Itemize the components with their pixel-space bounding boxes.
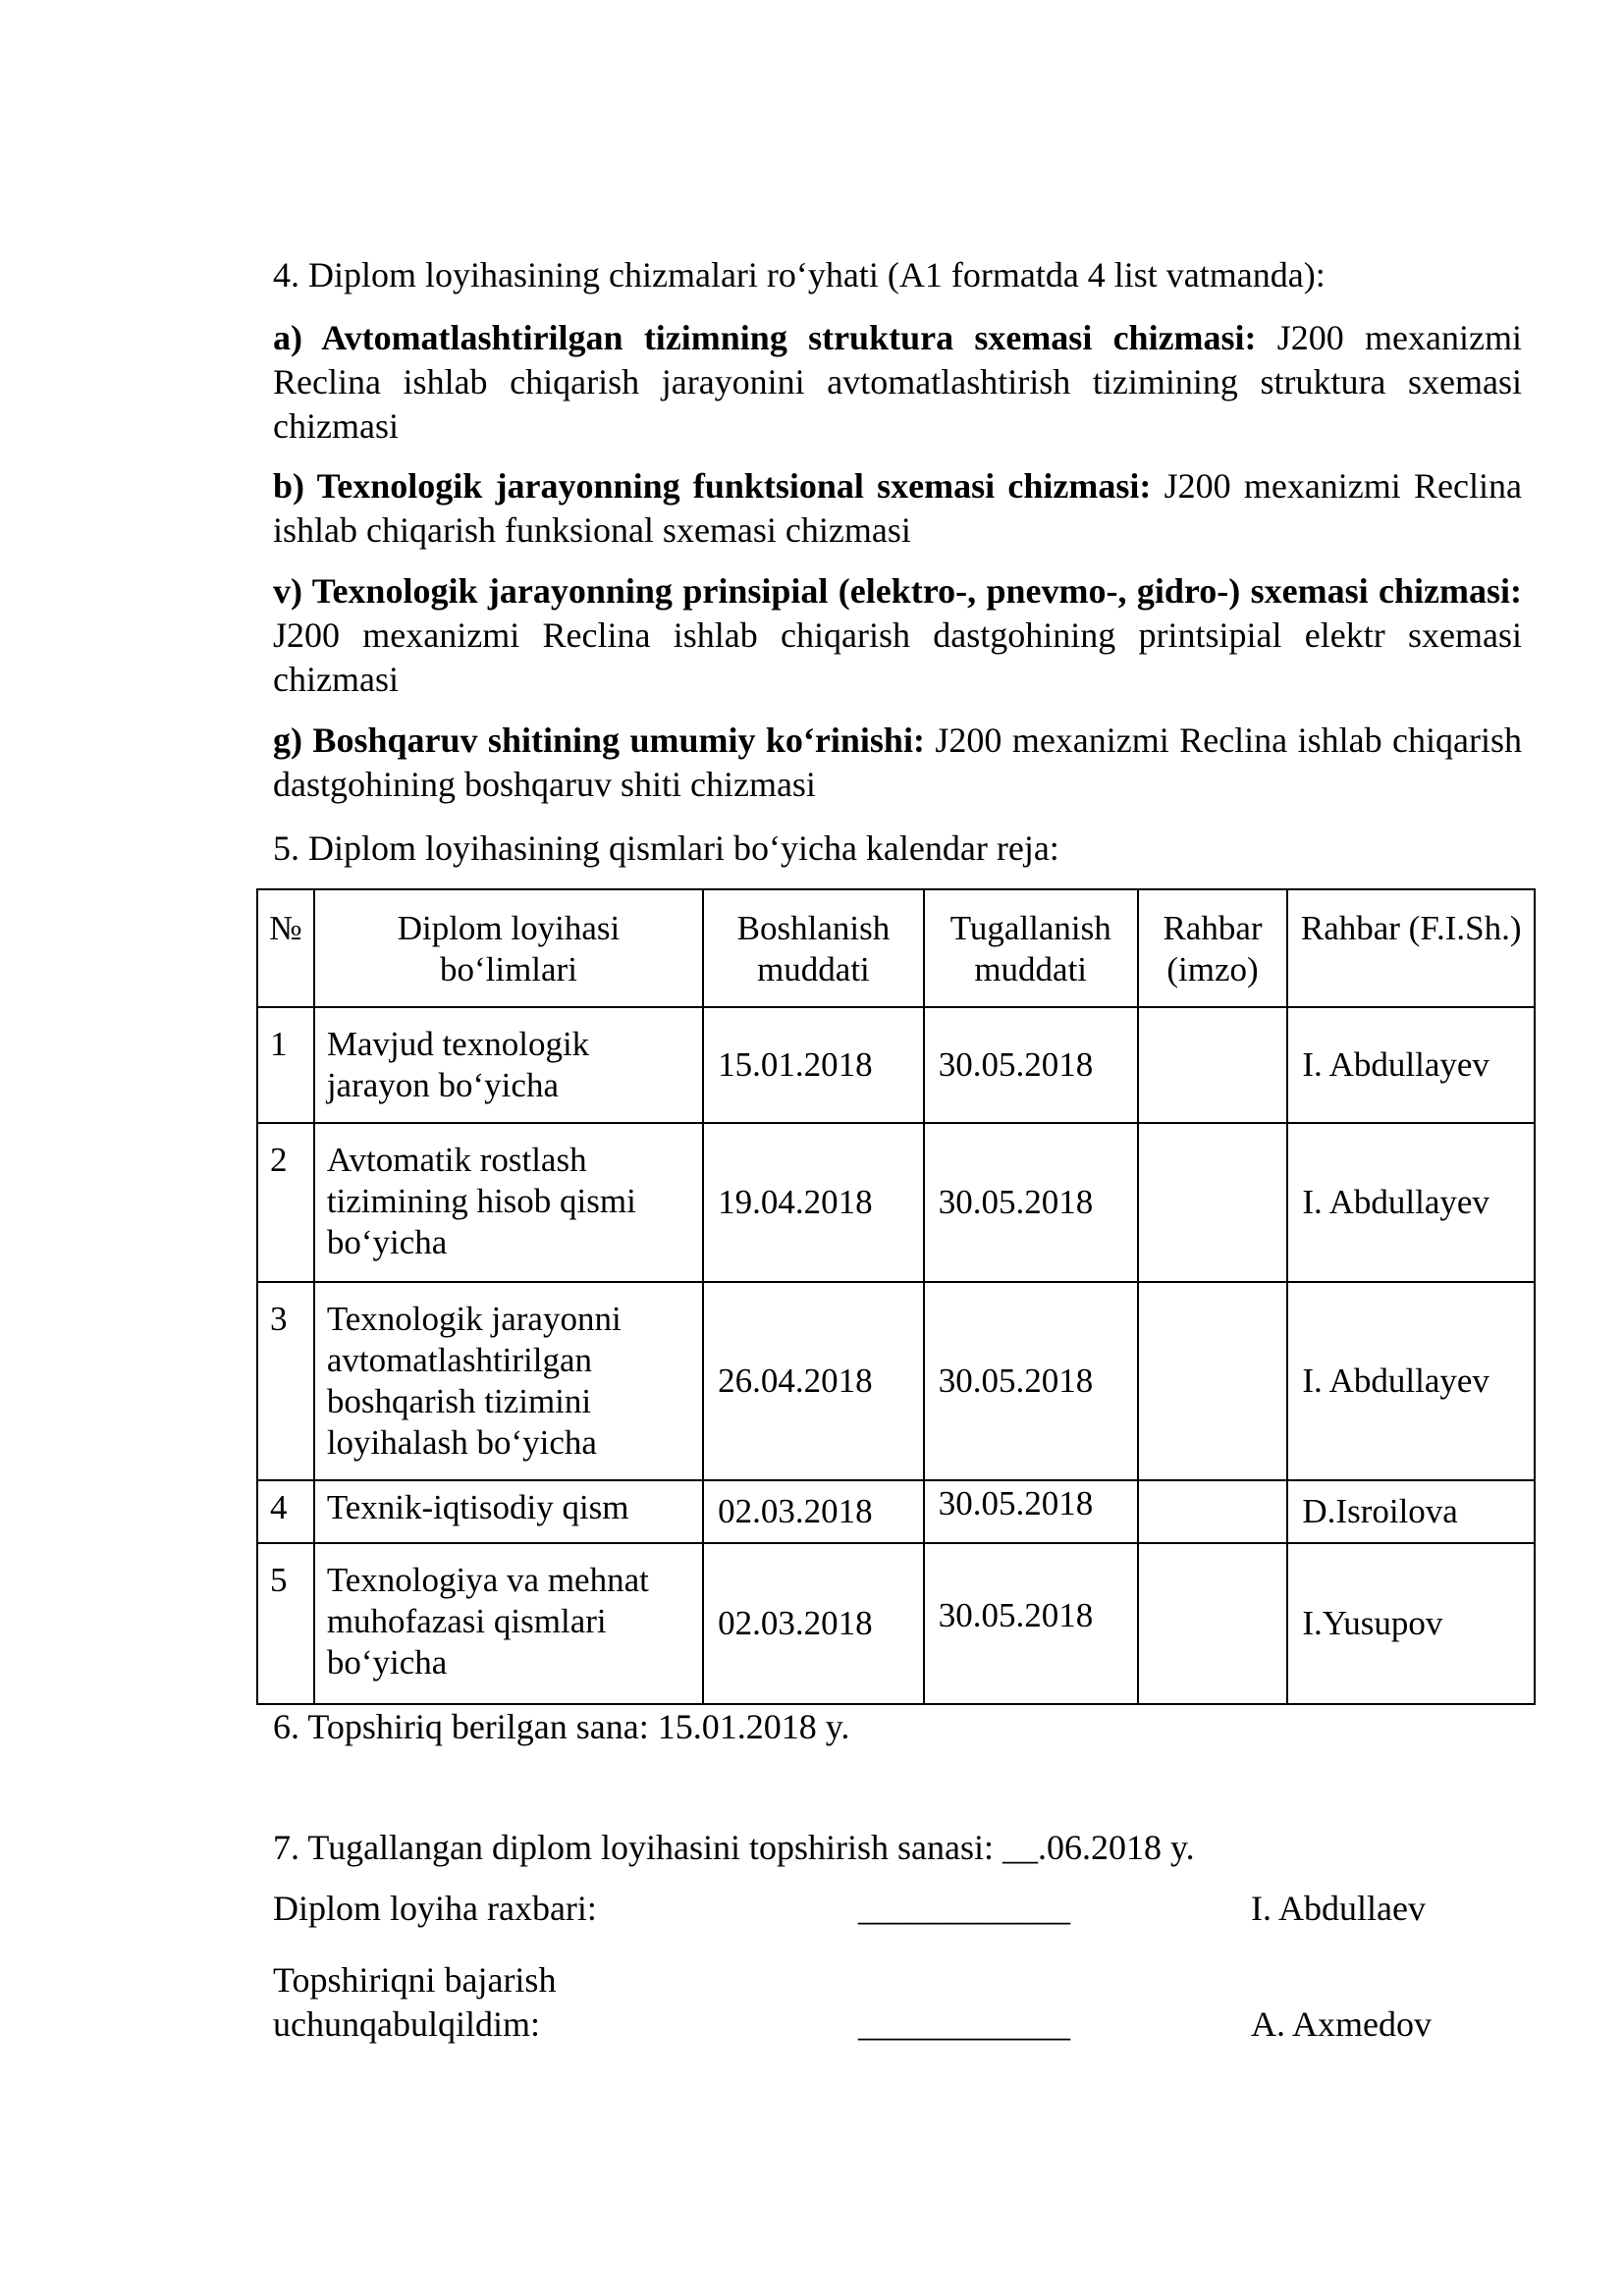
drawing-item-v-text: J200 mexanizmi Reclina ishlab chiqarish dastgohining printsipial elektr sxemasi chizmasi [273, 615, 1522, 699]
row-section: Texnologik jarayonni avtomatlashtirilgan boshqarish tizimini loyihalash bo‘yicha [314, 1282, 703, 1480]
row-number: 5 [257, 1543, 314, 1704]
row-section: Avtomatik rostlash tizimining hisob qismi bo‘yicha [314, 1123, 703, 1282]
row-start: 15.01.2018 [703, 1007, 924, 1123]
signature-name: A. Axmedov [1251, 2004, 1432, 2044]
signature-row-supervisor [273, 1887, 1522, 1931]
signature-label: Diplom loyiha raxbari: [273, 1889, 597, 1928]
drawings-heading: 4. Diplom loyihasining chizmalari ro‘yhati (A1 formatda 4 list vatmanda): [273, 255, 1326, 294]
signature-name: I. Abdullaev [1251, 1889, 1426, 1928]
signature-line: ____________ [858, 2004, 1070, 2044]
row-start: 02.03.2018 [703, 1543, 924, 1704]
row-supervisor: I. Abdullayev [1287, 1282, 1535, 1480]
row-start: 26.04.2018 [703, 1282, 924, 1480]
submission-date: 7. Tugallangan diplom loyihasini topshirish sanasi: __.06.2018 y. [273, 1828, 1195, 1867]
table-header-row [257, 889, 1535, 1007]
row-number: 1 [257, 1007, 314, 1123]
signature-label-line1: Topshiriqni bajarish [273, 1960, 557, 2000]
drawing-item-b-title: b) Texnologik jarayonning funktsional sxemasi chizmasi: [273, 466, 1152, 506]
row-signature [1138, 1480, 1288, 1543]
row-signature [1138, 1123, 1288, 1282]
table-row [257, 1007, 1535, 1123]
header-start: Boshlanish muddati [703, 889, 924, 1007]
table-row [257, 1282, 1535, 1480]
row-section: Mavjud texnologik jarayon bo‘yicha [314, 1007, 703, 1123]
drawing-item-g [273, 719, 1522, 807]
row-end-value: 30.05.2018 [938, 1596, 1094, 1634]
row-supervisor: I. Abdullayev [1287, 1007, 1535, 1123]
drawing-item-a-title: a) Avtomatlashtirilgan tizimning struktura sxemasi chizmasi: [273, 318, 1257, 357]
row-number: 4 [257, 1480, 314, 1543]
drawing-item-g-text: J200 mexanizmi Reclina ishlab chiqarish dastgohining boshqaruv shiti chizmasi [273, 721, 1522, 804]
drawing-item-v-title: v) Texnologik jarayonning prinsipial (elektro-, pnevmo-, gidro-) sxemasi chizmasi: [273, 571, 1522, 611]
row-end: 30.05.2018 [924, 1007, 1138, 1123]
drawing-item-b [273, 464, 1522, 553]
header-signature: Rahbar (imzo) [1138, 889, 1288, 1007]
drawing-item-b-text: J200 mexanizmi Reclina ishlab chiqarish funksional sxemasi chizmasi [273, 466, 1522, 550]
signature-label-line2: uchunqabulqildim: [273, 2004, 540, 2044]
drawing-item-v [273, 569, 1522, 702]
header-end: Tugallanish muddati [924, 889, 1138, 1007]
row-supervisor: I.Yusupov [1287, 1543, 1535, 1704]
row-end: 30.05.2018 [924, 1282, 1138, 1480]
row-section: Texnologiya va mehnat muhofazasi qismlari bo‘yicha [314, 1543, 703, 1704]
header-section: Diplom loyihasi bo‘limlari [314, 889, 703, 1007]
row-supervisor: D.Isroilova [1287, 1480, 1535, 1543]
signature-row-student [273, 1958, 1522, 2047]
issued-date: 6. Topshiriq berilgan sana: 15.01.2018 y. [273, 1707, 850, 1746]
signature-line: ____________ [858, 1889, 1070, 1928]
header-supervisor: Rahbar (F.I.Sh.) [1287, 889, 1535, 1007]
row-start: 02.03.2018 [703, 1480, 924, 1543]
table-row [257, 1123, 1535, 1282]
drawing-item-g-title: g) Boshqaruv shitining umumiy ko‘rinishi: [273, 721, 925, 760]
row-supervisor: I. Abdullayev [1287, 1123, 1535, 1282]
row-signature [1138, 1282, 1288, 1480]
drawing-item-a [273, 316, 1522, 449]
row-end-value: 30.05.2018 [938, 1484, 1094, 1522]
calendar-table [256, 888, 1536, 1705]
row-section: Texnik-iqtisodiy qism [314, 1480, 703, 1543]
header-number: № [257, 889, 314, 1007]
row-end [924, 1543, 1138, 1704]
table-row [257, 1480, 1535, 1543]
row-end [924, 1480, 1138, 1543]
calendar-heading: 5. Diplom loyihasining qismlari bo‘yicha kalendar reja: [273, 828, 1059, 868]
row-end: 30.05.2018 [924, 1123, 1138, 1282]
row-start: 19.04.2018 [703, 1123, 924, 1282]
table-row [257, 1543, 1535, 1704]
row-signature [1138, 1007, 1288, 1123]
row-number: 2 [257, 1123, 314, 1282]
drawing-item-a-text: J200 mexanizmi Reclina ishlab chiqarish jarayonini avtomatlashtirish tizimining struktura sxemasi chizmasi [273, 318, 1522, 446]
row-number: 3 [257, 1282, 314, 1480]
row-signature [1138, 1543, 1288, 1704]
